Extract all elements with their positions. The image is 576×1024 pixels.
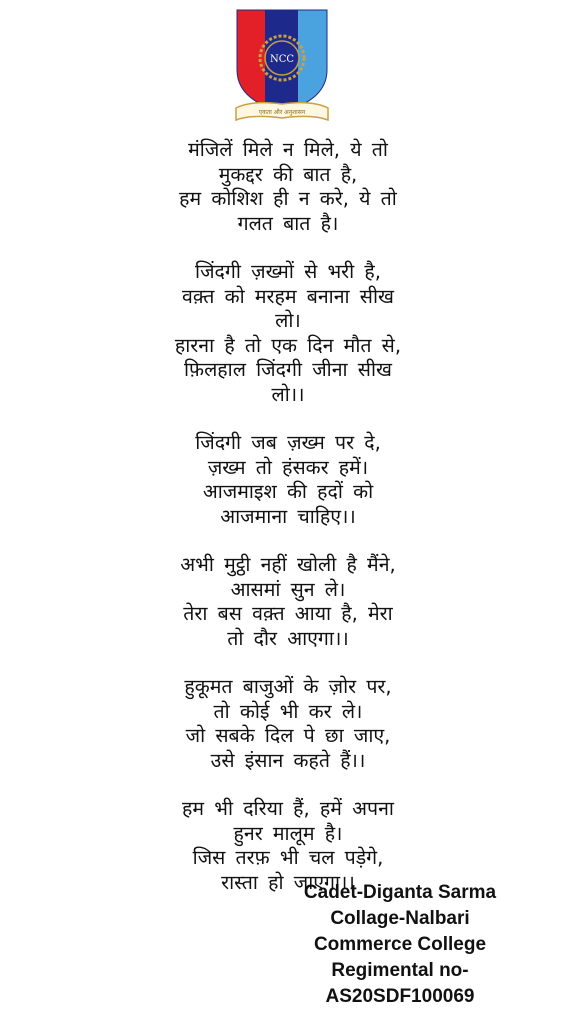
poem-line: ज़ख्म तो हंसकर हमें। (207, 455, 369, 479)
signature-regimental-label: Regimental no- (331, 960, 469, 981)
poem-line: वक़्त को मरहम बनाना सीख (182, 284, 394, 308)
poem-line: गलत बात है। (237, 211, 339, 235)
poem (100, 138, 476, 919)
stanza (100, 260, 476, 407)
poem-line: अभी मुट्ठी नहीं खोली है मैंने, (180, 553, 396, 576)
poem-line: जो सबके दिल पे छा जाए, (185, 724, 391, 747)
poem-line: हारना है तो एक दिन मौत से, (174, 333, 402, 357)
poem-line: लो। (275, 309, 301, 332)
poem-line: उसे इंसान कहते हैं।। (210, 748, 366, 772)
signature-college-name: Commerce College (313, 934, 487, 955)
poem-line: मुकद्दर की बात है, (218, 162, 358, 186)
poem-line: आसमां सुन ले। (230, 577, 346, 601)
poem-line: मंजिलें मिले न मिले, ये तो (188, 138, 388, 161)
poem-line: हुनर मालूम है। (233, 821, 343, 845)
stanza (100, 675, 476, 773)
poem-line: हम कोशिश ही न करे, ये तो (179, 187, 397, 210)
ncc-logo (232, 8, 332, 130)
poem-line: हम भी दरिया हैं, हमें अपना (182, 797, 394, 820)
poem-line: तो कोई भी कर ले। (213, 699, 363, 723)
stanza (100, 138, 476, 236)
stanza (100, 431, 476, 529)
poem-line: हुकूमत बाजुओं के ज़ोर पर, (184, 675, 392, 698)
poem-line: जिस तरफ़ भी चल पड़ेगे, (192, 846, 384, 869)
motto-scroll (236, 103, 328, 120)
stanza (100, 553, 476, 651)
ncc-emblem (260, 36, 304, 80)
poem-line: रास्ता हो जाएगा।। (221, 870, 355, 894)
signature-name: Cadet-Diganta Sarma (303, 882, 497, 903)
signature-regimental-number: AS20SDF100069 (325, 986, 475, 1007)
ncc-logo-text: NCC (269, 54, 295, 65)
poem-line: तेरा बस वक़्त आया है, मेरा (183, 602, 393, 625)
poem-line: आजमाना चाहिए।। (220, 504, 356, 528)
poem-line: तो दौर आएगा।। (227, 626, 349, 650)
poem-line: जिंदगी जब ज़ख्म पर दे, (195, 431, 381, 454)
signature-block (290, 880, 510, 1010)
poem-line: लो।। (271, 382, 305, 406)
signature-college: Collage-Nalbari (330, 908, 470, 929)
poem-line: जिंदगी ज़ख्मों से भरी है, (195, 260, 381, 283)
poem-line: फ़िलहाल जिंदगी जीना सीख (183, 358, 392, 381)
motto-text: एकता और अनुशासन (258, 109, 306, 116)
poem-line: आजमाइश की हदों को (202, 480, 374, 503)
